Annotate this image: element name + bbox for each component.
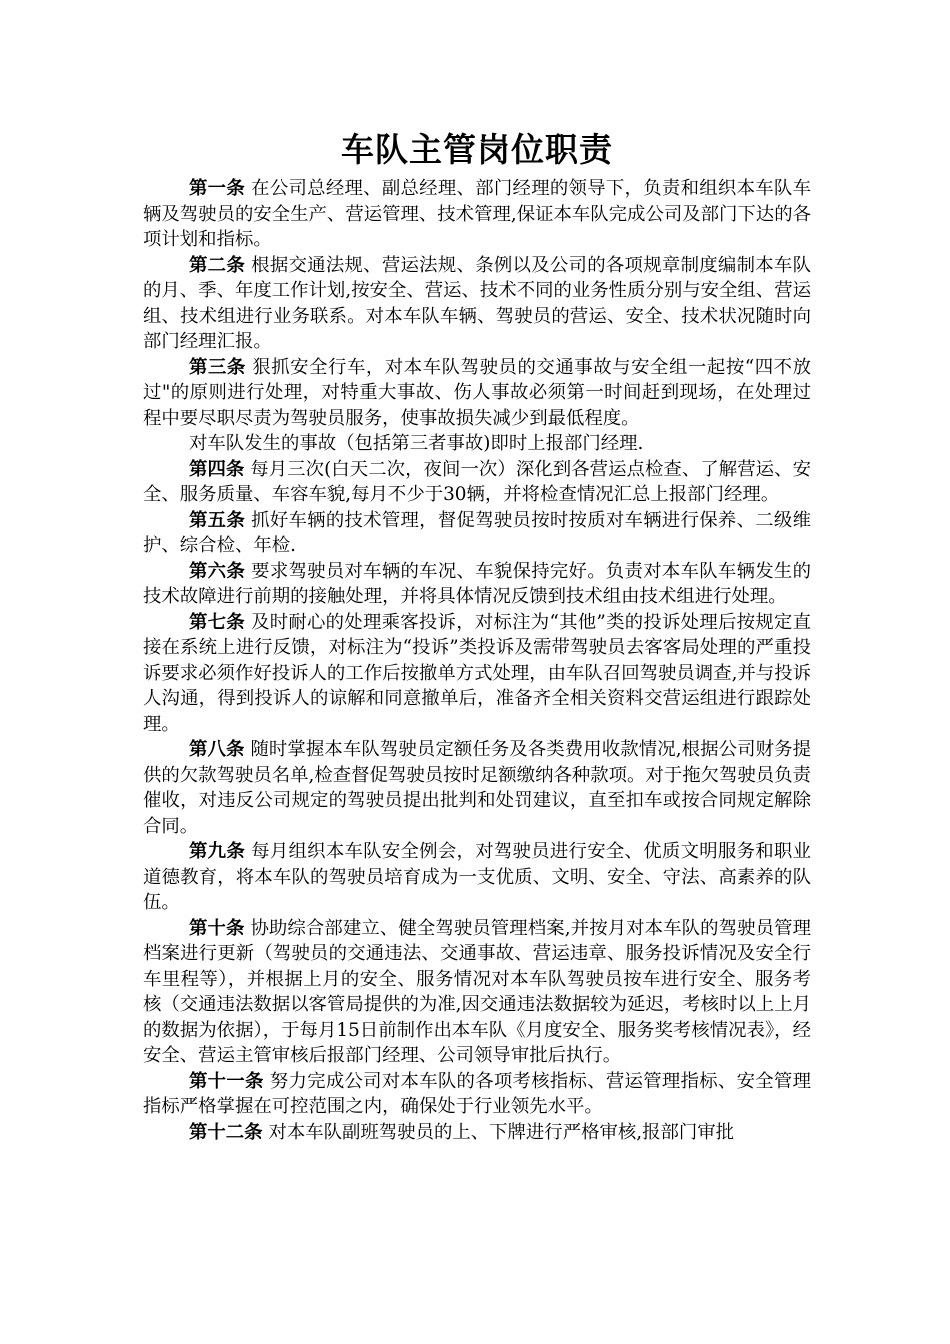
article-label: 第二条 [189, 254, 246, 276]
article-4 [143, 457, 811, 508]
article-text: 协助综合部建立、健全驾驶员管理档案,并按月对本车队的驾驶员管理档案进行更新（驾驶员的交通违法、交通事故、营运违章、服务投诉情况及安全行车里程等），并根据上月的安全、服务情况对本车队驾驶员按车进行安全、服务考核（交通违法数据以客管局提供的为准,因交通违法数据较为延迟，考核时以上上月的数据为依据），于每月15日前制作出本车队《月度安全、服务奖考核情况表》，经安全、营运主管审核后报部门经理、公司领导审批后执行。 [143, 917, 811, 1066]
article-5 [143, 508, 811, 559]
article-6 [143, 559, 811, 610]
article-text: 及时耐心的处理乘客投诉，对标注为“其他”类的投诉处理后按规定直接在系统上进行反馈，对标注为“投诉”类投诉及需带驾驶员去客客局处理的严重投诉要求必须作好投诉人的工作后按撤单方式处理，由车队召回驾驶员调查,并与投诉人沟通，得到投诉人的谅解和同意撤单后，准备齐全相关资料交营运组进行跟踪处理。 [143, 611, 811, 735]
article-text: 每月组织本车队安全例会，对驾驶员进行安全、优质文明服务和职业道德教育，将本车队的驾驶员培育成为一支优质、文明、安全、守法、高素养的队伍。 [143, 841, 811, 913]
article-label: 第七条 [189, 611, 245, 633]
article-label: 第十一条 [189, 1070, 264, 1092]
article-text: 抓好车辆的技术管理，督促驾驶员按时按质对车辆进行保养、二级维护、综合检、年检. [143, 509, 811, 556]
article-label: 第九条 [189, 841, 246, 862]
article-label: 第十二条 [189, 1121, 263, 1143]
article-text: 努力完成公司对本车队的各项考核指标、营运管理指标、安全管理指标严格掌握在可控范围之内，确保处于行业领先水平。 [143, 1070, 811, 1117]
article-1 [143, 176, 811, 253]
article-label: 第一条 [189, 178, 246, 199]
article-11 [143, 1069, 811, 1120]
article-2 [143, 253, 811, 355]
article-12 [143, 1120, 811, 1146]
article-text: 每月三次(白天二次，夜间一次）深化到各营运点检查、了解营运、安全、服务质量、车容车貌,每月不少于30辆，并将检查情况汇总上报部门经理。 [143, 458, 811, 505]
article-label: 第六条 [189, 560, 246, 582]
article-3 [143, 355, 811, 432]
article-8 [143, 737, 811, 839]
article-label: 第四条 [189, 458, 245, 480]
article-text: 根据交通法规、营运法规、条例以及公司的各项规章制度编制本车队的月、季、年度工作计划,按安全、营运、技术不同的业务性质分别与安全组、营运组、技术组进行业务联系。对本车队车辆、驾驶员的营运、安全、技术状况随时向部门经理汇报。 [143, 254, 811, 352]
article-text: 狠抓安全行车，对本车队驾驶员的交通事故与安全组一起按“四不放过"的原则进行处理，对特重大事故、伤人事故必须第一时间赶到现场，在处理过程中要尽职尽责为驾驶员服务，使事故损失减少到最低程度。 [143, 356, 811, 429]
article-label: 第八条 [189, 739, 245, 760]
article-label: 第十条 [189, 917, 245, 939]
article-text: 对车队发生的事故（包括第三者事故)即时上报部门经理. [189, 433, 644, 454]
article-7 [143, 610, 811, 738]
article-9 [143, 839, 811, 916]
article-label: 第五条 [189, 509, 246, 531]
article-text: 对本车队副班驾驶员的上、下牌进行严格审核,报部门审批 [268, 1121, 735, 1143]
document-page [143, 128, 811, 1145]
article-text: 随时掌握本车队驾驶员定额任务及各类费用收款情况,根据公司财务提供的欠款驾驶员名单,检查督促驾驶员按时足额缴纳各种款项。对于拖欠驾驶员负责催收，对违反公司规定的驾驶员提出批判和处罚建议，直至扣车或按合同规定解除合同。 [143, 739, 811, 837]
article-label: 第三条 [189, 356, 246, 378]
document-title: 车队主管岗位职责 [341, 130, 613, 169]
article-text: 要求驾驶员对车辆的车况、车貌保持完好。负责对本车队车辆发生的技术故障进行前期的接触处理，并将具体情况反馈到技术组由技术组进行处理。 [143, 560, 811, 607]
article-text: 在公司总经理、副总经理、部门经理的领导下，负责和组织本车队车辆及驾驶员的安全生产、营运管理、技术管理,保证本车队完成公司及部门下达的各项计划和指标。 [143, 178, 811, 250]
article-3-note [143, 431, 811, 457]
article-10 [143, 916, 811, 1069]
